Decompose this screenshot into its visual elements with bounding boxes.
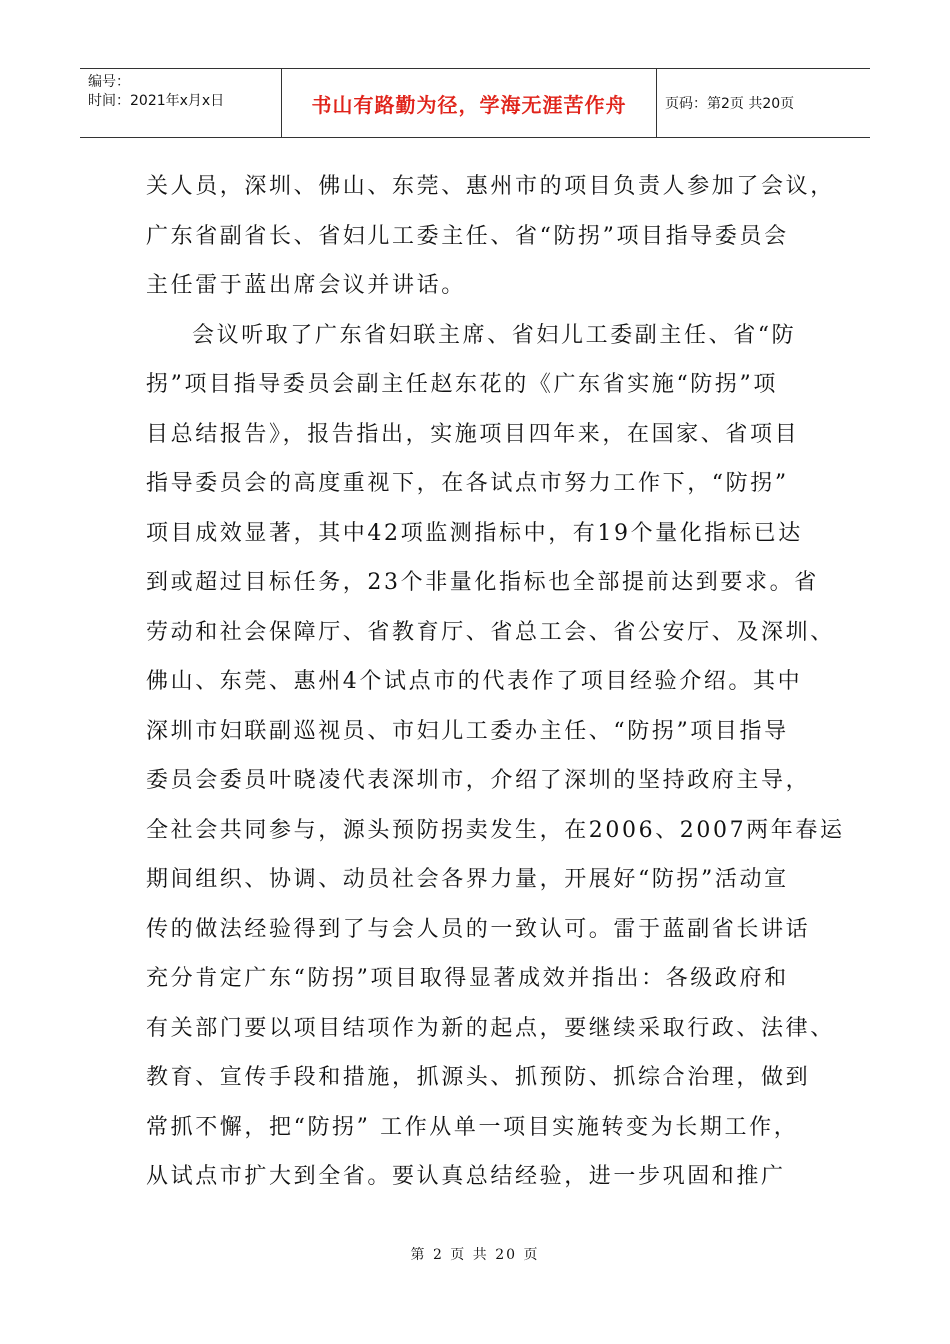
text-line: 期间组织、协调、动员社会各界力量，开展好“防拐”活动宣 (146, 867, 789, 892)
header-page-info: 页码：第2页 共20页 (665, 96, 795, 112)
text-line: 目总结报告》，报告指出，实施项目四年来，在国家、省项目 (146, 421, 800, 447)
text-line: 传的做法经验得到了与会人员的一致认可。雷于蓝副省长讲话 (146, 916, 811, 942)
text-line: 有关部门要以项目结项作为新的起点，要继续采取行政、法律、 (146, 1015, 835, 1041)
page-header (80, 68, 870, 138)
time-label: 时间：2021年x月x日 (88, 93, 225, 109)
text-line: 拐”项目指导委员会副主任赵东花的《广东省实施“防拐”项 (146, 372, 778, 397)
text-line: 项目成效显著，其中42项监测指标中，有19个量化指标已达 (146, 520, 803, 546)
text-line: 佛山、东莞、惠州4个试点市的代表作了项目经验介绍。其中 (146, 669, 803, 694)
text-line: 从试点市扩大到全省。要认真总结经验，进一步巩固和推广 (146, 1164, 786, 1189)
text-line: 常抓不懈，把“防拐” 工作从单一项目实施转变为长期工作， (146, 1114, 799, 1140)
header-meta-cell (80, 69, 282, 137)
text-line: 劳动和社会保障厅、省教育厅、省总工会、省公安厅、及深圳、 (146, 619, 835, 645)
text-line: 主任雷于蓝出席会议并讲话。 (146, 273, 466, 298)
header-motto: 书山有路勤为径，学海无涯苦作舟 (282, 69, 657, 137)
text-line: 深圳市妇联副巡视员、市妇儿工委办主任、“防拐”项目指导 (146, 718, 789, 744)
text-line: 到或超过目标任务，23个非量化指标也全部提前达到要求。省 (146, 570, 819, 595)
text-line: 全社会共同参与，源头预防拐卖发生，在2006、2007两年春运 (146, 817, 845, 843)
document-body (146, 162, 845, 1202)
paragraph-first-line: 会议听取了广东省妇联主席、省妇儿工委副主任、省“防 (192, 322, 797, 348)
text-line: 委员会委员叶晓凌代表深圳市，介绍了深圳的坚持政府主导， (146, 768, 811, 793)
text-line: 关人员，深圳、佛山、东莞、惠州市的项目负责人参加了会议， (146, 174, 835, 199)
number-label: 编号： (88, 74, 130, 90)
page-footer: 第 2 页 共 20 页 (410, 1247, 540, 1263)
text-line: 指导委员会的高度重视下，在各试点市努力工作下，“防拐” (146, 471, 789, 496)
text-line: 教育、宣传手段和措施，抓源头、抓预防、抓综合治理，做到 (146, 1065, 811, 1090)
text-line: 充分肯定广东“防拐”项目取得显著成效并指出：各级政府和 (146, 966, 789, 991)
text-line: 广东省副省长、省妇儿工委主任、省“防拐”项目指导委员会 (146, 223, 789, 249)
